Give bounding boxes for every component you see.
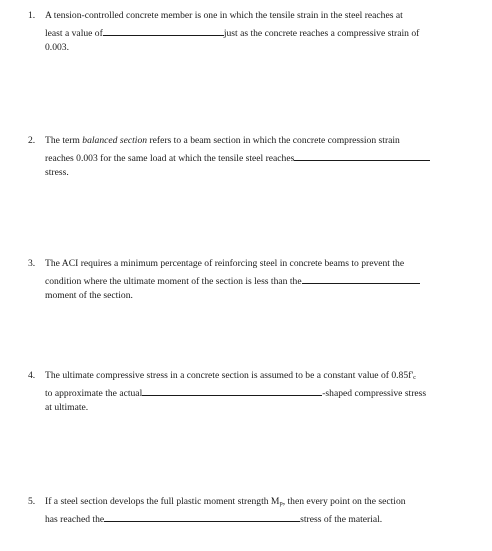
answer-blank[interactable]	[302, 274, 420, 284]
question-text: If a steel section develops the full plastic moment strength M	[45, 496, 280, 507]
question-text: condition where the ultimate moment of the section is less than the	[45, 276, 302, 287]
question-text: reaches 0.003 for the same load at which the tensile steel reaches	[45, 153, 295, 164]
question-text: 0.003.	[45, 42, 69, 53]
question-number: 3.	[28, 258, 36, 269]
question-text-line	[45, 167, 69, 178]
question-number: 1.	[28, 10, 36, 21]
answer-blank[interactable]	[104, 512, 300, 522]
italic-term: balanced section	[82, 135, 148, 146]
question-text-line	[45, 258, 404, 269]
subscript: c	[413, 374, 416, 381]
question-text-line	[45, 10, 403, 21]
subscript: p	[279, 500, 283, 507]
question-text-line	[45, 386, 426, 399]
question-text-line	[45, 42, 69, 53]
question-number: 4.	[28, 370, 36, 381]
question-text: , then every point on the section	[282, 496, 406, 507]
answer-blank[interactable]	[103, 26, 224, 36]
question-text: stress of the material.	[300, 514, 383, 525]
question-text: The ultimate compressive stress in a concrete section is assumed to be a constant value of 0.85f'	[45, 370, 414, 381]
question-number: 2.	[28, 135, 36, 146]
question-text: at ultimate.	[45, 402, 89, 413]
question-text: just as the concrete reaches a compressive strain of	[223, 28, 420, 39]
question-text: has reached the	[45, 514, 105, 525]
answer-blank[interactable]	[142, 386, 322, 396]
question-text-line	[45, 151, 430, 164]
answer-blank[interactable]	[294, 151, 430, 161]
question-text: A tension-controlled concrete member is one in which the tensile strain in the steel reaches at	[45, 10, 403, 21]
question-text: -shaped compressive stress	[322, 388, 427, 399]
question-text: The ACI requires a minimum percentage of reinforcing steel in concrete beams to prevent the	[45, 258, 405, 269]
question-text: least a value of	[45, 28, 103, 39]
question-text: refers to a beam section in which the concrete compression strain	[147, 135, 400, 146]
question-text-line	[45, 290, 133, 301]
question-text-line	[45, 496, 406, 507]
question-text: moment of the section.	[45, 290, 133, 301]
question-text-line	[45, 26, 419, 39]
question-text-line	[45, 370, 416, 381]
question-text: to approximate the actual	[45, 388, 143, 399]
question-text-line	[45, 135, 400, 146]
question-number: 5.	[28, 496, 36, 507]
question-text: stress.	[45, 167, 69, 178]
question-text-line	[45, 274, 420, 287]
question-text-line	[45, 512, 382, 525]
question-text-line	[45, 402, 88, 413]
question-text: The term	[45, 135, 83, 146]
